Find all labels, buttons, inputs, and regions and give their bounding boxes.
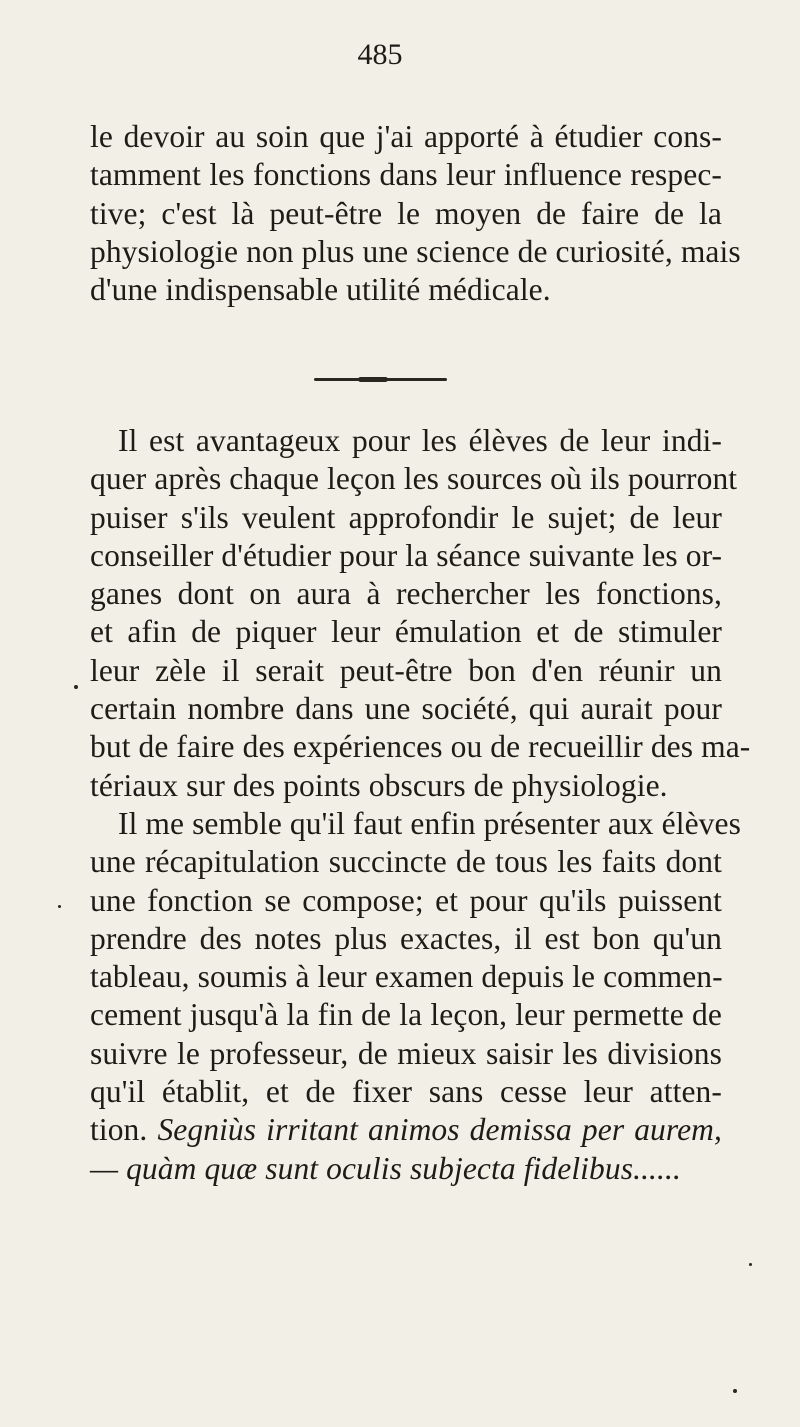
text-line: et afin de piquer leur émulation et de stimuler	[90, 614, 722, 650]
main-text	[90, 422, 751, 1188]
text-line: puiser s'ils veulent approfondir le sujet; de leur	[90, 499, 722, 535]
latin-quote: Segniùs irritant animos demissa per aurem,	[157, 1112, 723, 1148]
ink-speck	[74, 685, 78, 689]
text-line: physiologie non plus une science de curiosité, mais	[90, 233, 741, 269]
ink-speck	[58, 905, 61, 908]
section-divider	[314, 378, 447, 381]
text-line: Il est avantageux pour les élèves de leur indi-	[118, 423, 722, 458]
text-line: Il me semble qu'il faut enfin présenter aux élèves	[118, 805, 741, 841]
text-line: tériaux sur des points obscurs de physiologie.	[90, 767, 668, 803]
paragraph-continuation	[90, 118, 741, 309]
text-line: tamment les fonctions dans leur influence respec-	[90, 157, 722, 193]
text-line: suivre le professeur, de mieux saisir les divisions	[90, 1035, 722, 1071]
ink-speck	[749, 1263, 752, 1266]
text-line: leur zèle il serait peut-être bon d'en réunir un	[90, 652, 722, 688]
page-number: 485	[357, 38, 403, 71]
text-line: prendre des notes plus exactes, il est bon qu'un	[90, 920, 722, 956]
text-line: une fonction se compose; et pour qu'ils puissent	[90, 882, 722, 918]
text-line-with-quote	[90, 1111, 722, 1149]
text-line: une récapitulation succincte de tous les faits dont	[90, 844, 722, 880]
text-line: quer après chaque leçon les sources où ils pourront	[90, 461, 738, 497]
text-line: ganes dont on aura à rechercher les fonctions,	[90, 576, 722, 612]
text-fragment: tion.	[90, 1112, 148, 1148]
ink-speck	[733, 1389, 737, 1393]
text-line: but de faire des expériences ou de recueillir des ma-	[90, 729, 751, 765]
latin-quote-line: — quàm quæ sunt oculis subjecta fidelibus......	[90, 1150, 681, 1186]
text-line: qu'il établit, et de fixer sans cesse leur atten-	[90, 1074, 722, 1110]
text-line: conseiller d'étudier pour la séance suivante les or-	[90, 537, 723, 573]
text-line: tableau, soumis à leur examen depuis le commen-	[90, 959, 723, 995]
text-line: cement jusqu'à la fin de la leçon, leur permette de	[90, 997, 722, 1033]
text-line: le devoir au soin que j'ai apporté à étudier cons-	[90, 119, 722, 154]
text-line: d'une indispensable utilité médicale.	[90, 272, 551, 308]
text-line: tive; c'est là peut-être le moyen de faire de la	[90, 195, 722, 231]
text-line: certain nombre dans une société, qui aurait pour	[90, 691, 722, 727]
